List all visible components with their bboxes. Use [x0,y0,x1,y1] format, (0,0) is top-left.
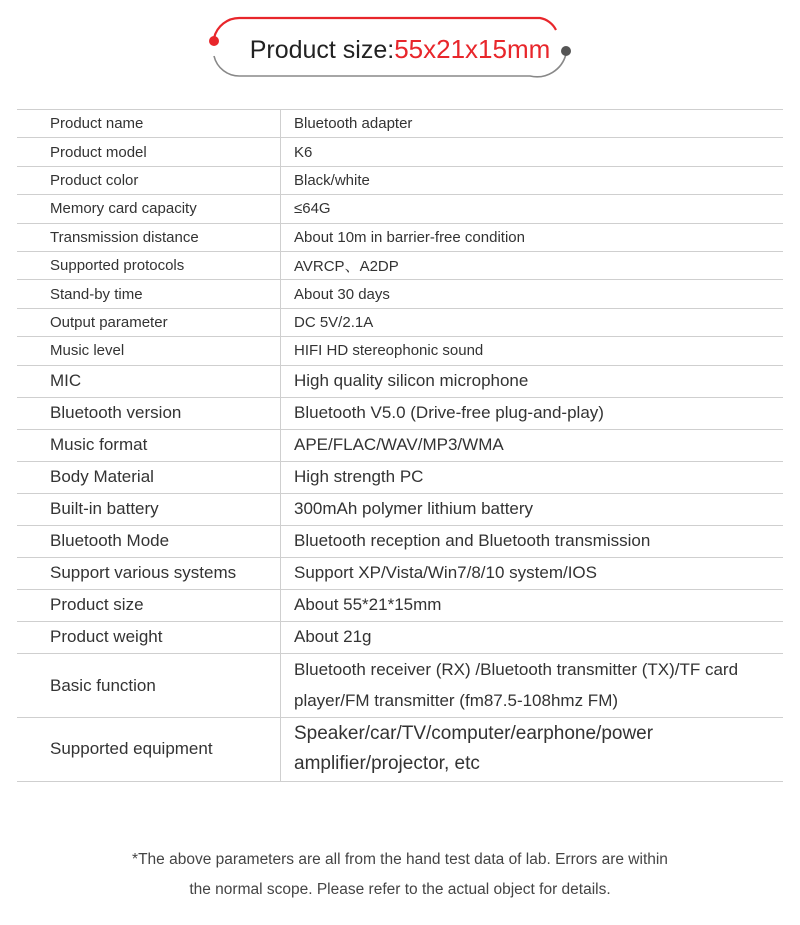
spec-label: Memory card capacity [50,200,197,218]
spec-value: High quality silicon microphone [281,365,784,397]
table-row [17,621,783,653]
header-value: 55x21x15mm [394,34,551,64]
spec-label: Supported equipment [50,739,213,759]
spec-value: About 30 days [281,280,784,308]
table-row [17,429,783,461]
spec-label: Music level [50,342,125,360]
table-row [17,493,783,525]
spec-label: Product weight [50,627,163,647]
spec-value: High strength PC [281,461,784,493]
footnote [0,845,800,905]
spec-label: Music format [50,435,148,455]
table-row [17,280,783,308]
spec-label: Body Material [50,467,154,487]
table-row [17,461,783,493]
spec-label: Supported protocols [50,257,185,275]
table-row [17,337,783,365]
spec-value: Support XP/Vista/Win7/8/10 system/IOS [281,557,784,589]
spec-label: Bluetooth version [50,403,182,423]
spec-value-line: Speaker/car/TV/computer/earphone/power [294,723,654,745]
table-row [17,195,783,223]
spec-label: Product name [50,115,144,133]
table-row [17,166,783,194]
spec-label: Built-in battery [50,499,159,519]
spec-value: About 55*21*15mm [281,589,784,621]
spec-label: MIC [50,371,82,391]
spec-value: AVRCP、A2DP [281,251,784,279]
spec-label: Product model [50,143,147,161]
table-row [17,365,783,397]
table-row [17,251,783,279]
spec-value: ≤64G [281,195,784,223]
table-row [17,557,783,589]
table-row [17,717,783,781]
spec-label: Transmission distance [50,228,199,246]
spec-table [17,109,783,782]
header-label: Product size: [249,36,395,64]
spec-value: Black/white [281,166,784,194]
spec-value: DC 5V/2.1A [281,308,784,336]
table-row [17,110,783,138]
spec-label: Basic function [50,675,156,695]
spec-label: Product size [50,595,144,615]
table-row [17,397,783,429]
table-row [17,525,783,557]
table-row [17,223,783,251]
spec-value: APE/FLAC/WAV/MP3/WMA [281,429,784,461]
spec-label: Product color [50,171,139,189]
table-row [17,589,783,621]
spec-value: K6 [281,138,784,166]
spec-value: HIFI HD stereophonic sound [281,337,784,365]
table-row [17,138,783,166]
product-size-header [200,12,600,84]
spec-label: Output parameter [50,313,168,331]
footnote-line: the normal scope. Please refer to the actual object for details. [189,881,611,898]
footnote-line: *The above parameters are all from the hand test data of lab. Errors are within [132,851,668,868]
spec-label: Bluetooth Mode [50,531,170,551]
header-text [200,34,600,65]
spec-value: Bluetooth adapter [281,110,784,138]
table-row [17,653,783,717]
spec-value: About 10m in barrier-free condition [281,223,784,251]
spec-value [281,717,784,781]
spec-label: Stand-by time [50,285,143,303]
spec-value-line: player/FM transmitter (fm87.5-108hmz FM) [294,691,619,711]
spec-value: Bluetooth V5.0 (Drive-free plug-and-play) [281,397,784,429]
spec-value: 300mAh polymer lithium battery [281,493,784,525]
spec-value-line: amplifier/projector, etc [294,753,480,775]
spec-value: Bluetooth reception and Bluetooth transmission [281,525,784,557]
spec-label: Support various systems [50,563,237,583]
table-row [17,308,783,336]
spec-value-line: Bluetooth receiver (RX) /Bluetooth transmitter (TX)/TF card [294,660,739,680]
spec-value: About 21g [281,621,784,653]
spec-value [281,653,784,717]
